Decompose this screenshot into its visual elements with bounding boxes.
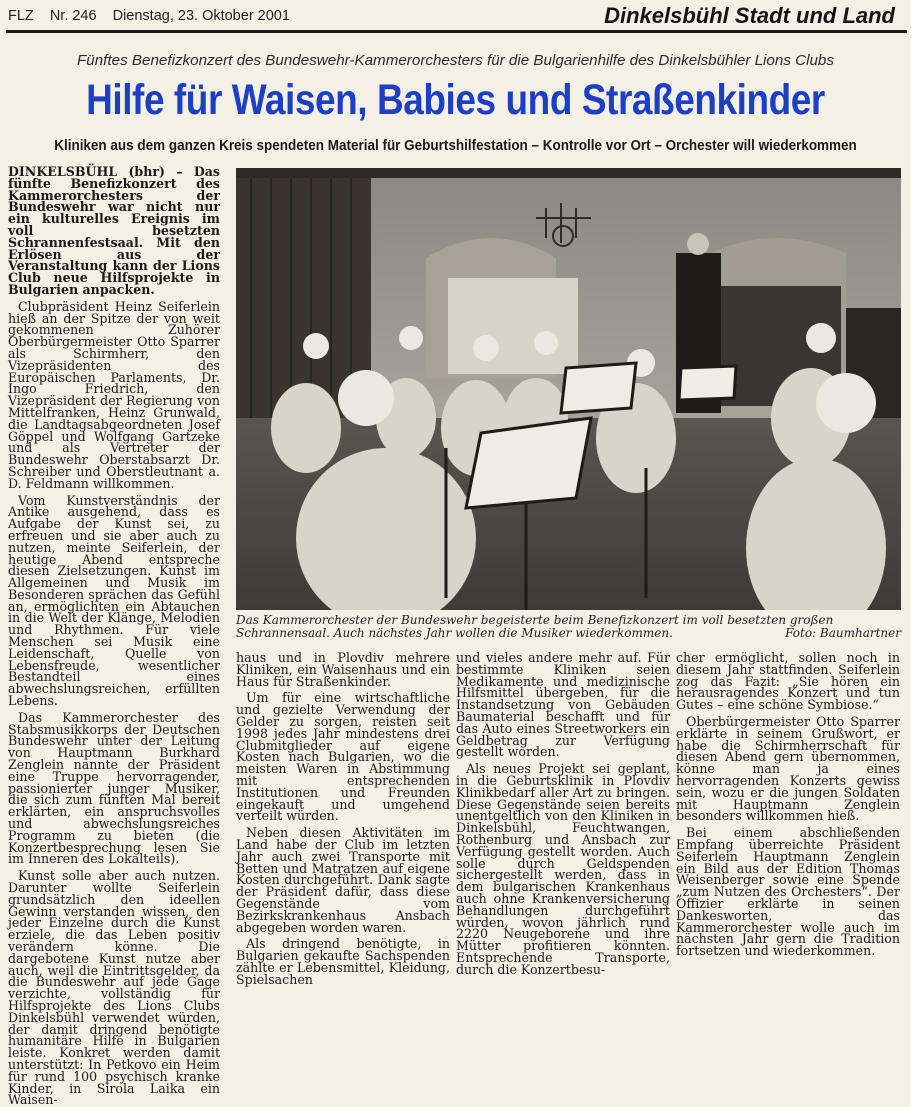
issue-number: Nr. 246 bbox=[49, 8, 97, 24]
paragraph: Clubpräsident Heinz Seiferlein hieß an der Spitze der von weit gekommenen Zuhörer Oberbürgermeister Otto Sparrer als Schirmherr, den Vizepräsidenten des Europäischen Parlaments, Dr. Ingo Friedrich, den Vizepräsident der Regierung von Mittelfranken, Heinz Grunwald, die Landtagsabgeordneten Josef Göppel und Wolfgang Gartzeke und als Vertreter der Bundeswehr Oberstabsarzt Dr. Schreiber und Oberstleutnant a. D. Feldmann willkommen. bbox=[8, 298, 220, 491]
paragraph: Vom Kunstverständnis der Antike ausgehend, dass es Aufgabe der Kunst sei, zu erfreuen und sie aber auch zu nutzen, meinte Seiferlein, der heutige Abend entspreche diesen Zielsetzungen. Kunst im Allgemeinen und Musik im Besonderen sprächen das Gefühl an, ermöglichten ein Abtauchen in die Welt der Klänge, Melodien und Rhythmen. Für viele Menschen sei Musik eine Leidenschaft, Quelle von Lebensfreude, wesentlicher Bestandteil eines abwechslungsreichen, erfüllten Lebens. bbox=[8, 492, 220, 709]
orchestra-photo bbox=[236, 168, 901, 610]
paper-name: FLZ bbox=[8, 8, 34, 24]
paragraph: Oberbürgermeister Otto Sparrer erklärte in seinem Grußwort, er habe die Schirmherrschaft für diesen Abend gern übernommen, könne man ja eines hervorragenden Konzerts gewiss sein, wozu er die jungen Soldaten mit Hauptmann Zenglein besonders willkommen hieß. bbox=[676, 713, 900, 824]
paragraph: und vieles andere mehr auf. Für bestimmte Kliniken seien Medikamente und medizinische Hilfsmittel übergeben, für die Instandsetzung von Gebäuden Baumaterial beschafft und für das Auto eines Streetworkers ein Geldbetrag zur Verfügung gestellt worden. bbox=[456, 650, 670, 760]
photo-credit: Foto: Baumhartner bbox=[785, 626, 901, 640]
paragraph: haus und in Plovdiv mehrere Kliniken, ein Waisenhaus und ein Haus für Straßenkinder. bbox=[236, 650, 450, 689]
issue-info bbox=[8, 8, 302, 24]
paragraph: Das Kammerorchester des Stabsmusikkorps der Deutschen Bundeswehr unter der Leitung von Hauptmann Burkhard Zenglein nannte der Präsident eine Truppe hervorragender, passionierter junger Musiker, die sich zum fünften Mal bereit erklärten, ein anspruchsvolles und abwechslungsreiches Programm zu bieten (die Konzertbesprechung lesen Sie im Inneren des Lokalteils). bbox=[8, 709, 220, 867]
article-column-1 bbox=[8, 166, 220, 1106]
article-column-2 bbox=[236, 652, 450, 986]
paragraph: cher ermöglicht, sollen noch in diesem Jahr stattfinden. Seiferlein zog das Fazit: „Sie hören ein herausragendes Konzert und tun Gutes – eine schöne Symbiose.“ bbox=[676, 650, 900, 713]
article-column-4 bbox=[676, 652, 900, 957]
photo-caption bbox=[236, 614, 901, 640]
paragraph: Als dringend benötigte, in Bulgarien gekaufte Sachspenden zählte er Lebensmittel, Kleidung, Spielsachen bbox=[236, 936, 450, 987]
section-title: Dinkelsbühl Stadt und Land bbox=[604, 3, 895, 28]
paragraph: Neben diesen Aktivitäten im Land habe der Club im letzten Jahr auch zwei Transporte mit Betten und Matratzen auf eigene Kosten durchgeführt. Dank sagte der Präsident dafür, dass diese Gegenstände vom Bezirkskrankenhaus Ansbach abgegeben worden waren. bbox=[236, 825, 450, 935]
photo-image bbox=[236, 168, 901, 610]
article-lead: DINKELSBÜHL (bhr) – Das fünfte Benefizkonzert des Kammerorchesters der Bundeswehr war nicht nur ein kulturelles Ereignis im voll besetzten Schrannenfestsaal. Mit den Erlösen aus der Veranstaltung kann der Lions Club neue Hilfsprojekte in Bulgarien anpacken. bbox=[8, 164, 220, 297]
paragraph: Kunst solle aber auch nutzen. Darunter wollte Seiferlein grundsätzlich den ideellen Gewinn verstanden wissen, den jeder Einzelne durch die Kunst erziele, die das Leben positiv verändern könne. Die dargebotene Kunst nutze aber auch, weil die Eintrittsgelder, da die Bundeswehr auf jede Gage verzichte, vollständig für Hilfsprojekte des Lions Clubs Dinkelsbühl verwendet würden, der damit dringend benötigte humanitäre Hilfe in Bulgarien leiste. Konkret werden damit unterstützt: In Petkovo ein Heim für rund 100 psychisch kranke Kinder, in Sirola Laika ein Waisen- bbox=[8, 868, 220, 1107]
caption-text: Das Kammerorchester der Bundeswehr begeisterte beim Benefizkonzert im voll besetzten großen Schrannensaal. Auch nächstes Jahr wollen die Musiker wiederkommen. bbox=[236, 613, 834, 640]
paragraph: Als neues Projekt sei geplant, in die Geburtsklinik in Plovdiv Klinikbedarf aller Art zu bringen. Diese Gegenstände seien bereits unentgeltlich von den Kliniken in Dinkelsbühl, Feuchtwangen, Rothenburg und Ansbach zur Verfügung gestellt worden. Auch solle durch Geldspenden sichergestellt werden, dass in dem bulgarischen Krankenhaus auch ohne Krankenversicherung Behandlungen durchgeführt würden, wovon jährlich rund 2220 Neugeborene und ihre Mütter profitieren könnten. Entsprechende Transporte, durch die Konzertbesu- bbox=[456, 761, 670, 977]
article-headline: Hilfe für Waisen, Babies und Straßenkinder bbox=[86, 76, 825, 124]
masthead-rule bbox=[6, 30, 907, 33]
article-column-3 bbox=[456, 652, 670, 976]
paragraph: Bei einem abschließenden Empfang überreichte Präsident Seiferlein Hauptmann Zenglein ein Bild aus der Edition Thomas Weisenberger sowie eine Spende „zum Nutzen des Orchesters“. Der Offizier erklärte in seinen Dankesworten, das Kammerorchester wolle auch im nächsten Jahr gern die Tradition fortsetzen und wiederkommen. bbox=[676, 825, 900, 959]
paragraph: Um für eine wirtschaftliche und gezielte Verwendung der Gelder zu sorgen, reisten seit 1998 jedes Jahr mindestens drei Clubmitglieder auf eigene Kosten nach Bulgarien, wo die meisten Waren in Abstimmung mit entsprechenden Institutionen und Freunden eingekauft und umgehend verteilt würden. bbox=[236, 690, 450, 824]
issue-date: Dienstag, 23. Oktober 2001 bbox=[112, 8, 290, 24]
article-kicker: Fünftes Benefizkonzert des Bundeswehr-Kammerorchesters für die Bulgarienhilfe des Dinkelsbühler Lions Clubs bbox=[77, 52, 834, 69]
masthead bbox=[0, 0, 911, 32]
article-subhead: Kliniken aus dem ganzen Kreis spendeten Material für Geburtshilfestation – Kontrolle vor Ort – Orchester will wiederkommen bbox=[54, 138, 857, 154]
